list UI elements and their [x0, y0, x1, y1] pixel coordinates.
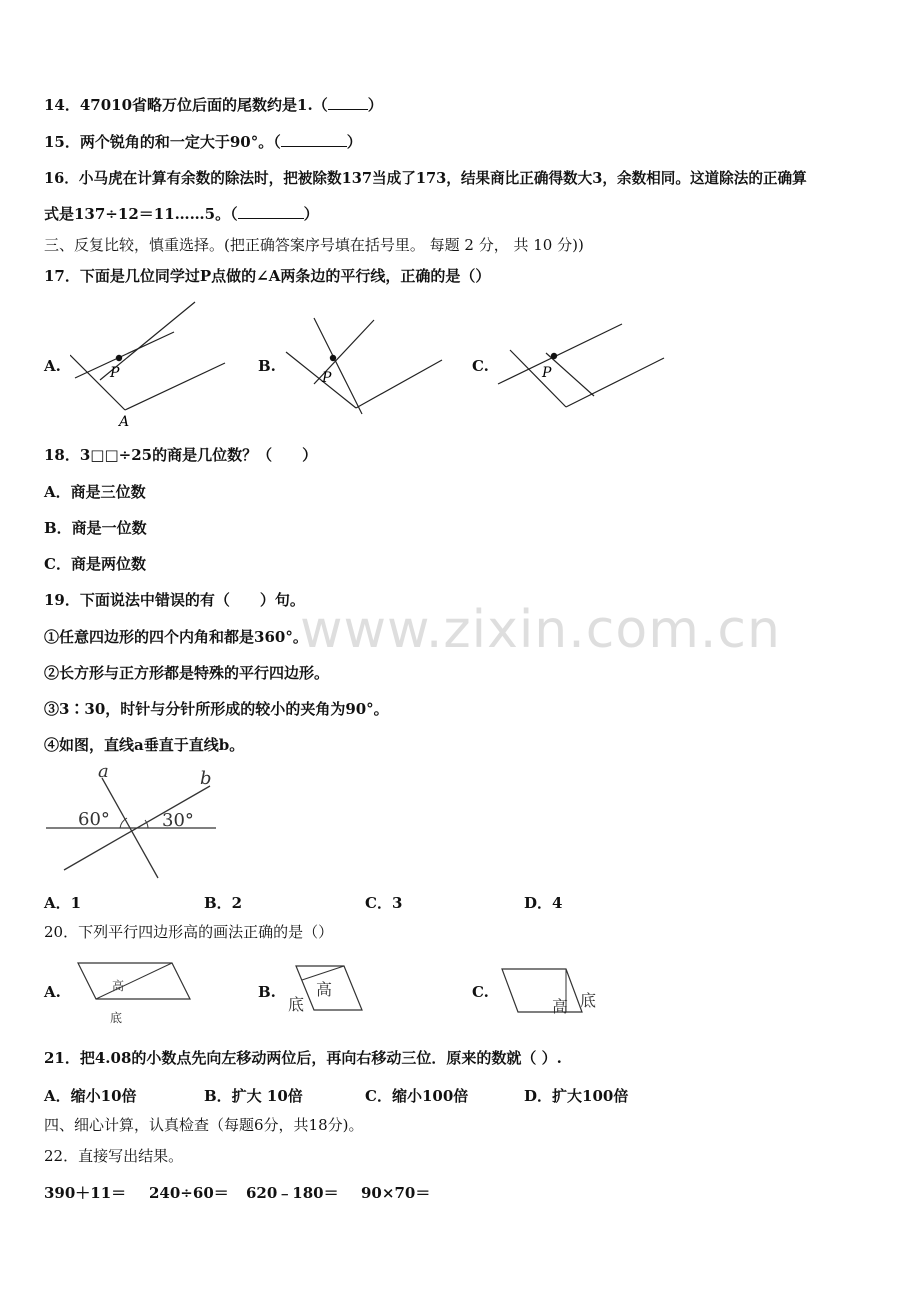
question-14 — [44, 95, 383, 115]
q21-options — [0, 1085, 920, 1105]
svg-text:b: b — [200, 768, 212, 789]
question-14-text: 14．47010省略万位后面的尾数约是1.（ — [44, 96, 328, 114]
q19-option-d: D．4 — [524, 894, 563, 912]
q17-option-b: B. — [258, 357, 276, 375]
q19-statement-4: ④如图，直线a垂直于直线b。 — [44, 736, 245, 754]
q20-option-b: B. — [258, 983, 276, 1001]
svg-text:a: a — [98, 762, 109, 782]
q22-item-3: 620﹣180＝ — [246, 1184, 339, 1202]
question-18: 18．3□□÷25的商是几位数？（ ） — [44, 446, 318, 464]
q18-option-b: B．商是一位数 — [44, 519, 147, 537]
question-15-close: ） — [346, 133, 362, 151]
q20-option-a: A. — [44, 983, 61, 1001]
question-16-line2 — [44, 204, 319, 224]
question-15 — [44, 132, 362, 152]
q19-option-b: B．2 — [204, 894, 243, 912]
svg-text:高: 高 — [316, 980, 333, 999]
svg-text:底: 底 — [580, 991, 597, 1010]
q21-option-c: C．缩小100倍 — [365, 1087, 469, 1105]
answer-blank — [238, 204, 304, 219]
q22-item-1: 390＋11＝ — [44, 1184, 127, 1202]
q20-figure-c — [498, 966, 602, 1016]
q22-items — [0, 1182, 920, 1202]
svg-text:A: A — [119, 414, 130, 430]
question-17: 17．下面是几位同学过P点做的∠A两条边的平行线，正确的是（） — [44, 267, 491, 285]
q19-statement-2: ②长方形与正方形都是特殊的平行四边形。 — [44, 664, 330, 682]
svg-text:P: P — [542, 365, 552, 381]
question-15-text: 15．两个锐角的和一定大于90°。（ — [44, 133, 281, 151]
question-14-close: ） — [367, 96, 383, 114]
q19-lines-figure — [44, 762, 224, 882]
q21-option-a: A．缩小10倍 — [44, 1087, 137, 1105]
svg-text:30°: 30° — [162, 810, 194, 831]
q19-statement-1: ①任意四边形的四个内角和都是360°。 — [44, 628, 308, 646]
question-21: 21．把4.08的小数点先向左移动两位后，再向右移动三位．原来的数就（ ）. — [44, 1049, 562, 1067]
q19-statement-3: ③3∶30，时针与分针所形成的较小的夹角为90°。 — [44, 700, 389, 718]
q19-option-a: A．1 — [44, 894, 82, 912]
q19-option-c: C．3 — [365, 894, 403, 912]
watermark: www.zixin.com.cn — [300, 600, 781, 660]
q17-option-c: C. — [472, 357, 489, 375]
svg-text:底: 底 — [110, 1011, 123, 1025]
answer-blank — [328, 95, 368, 110]
question-16-line1 — [44, 169, 807, 189]
q20-option-c: C. — [472, 983, 489, 1001]
q17-figure-b — [284, 316, 446, 416]
q22-item-4: 90×70＝ — [361, 1184, 431, 1202]
section-4-heading: 四、细心计算，认真检查（每题6分，共18分)。 — [44, 1116, 364, 1134]
answer-blank — [281, 132, 347, 147]
q17-option-a: A. — [44, 357, 61, 375]
question-22: 22．直接写出结果。 — [44, 1147, 184, 1165]
question-16-close: ） — [303, 205, 319, 223]
q21-option-d: D．扩大100倍 — [524, 1087, 629, 1105]
question-20: 20．下列平行四边形高的画法正确的是（） — [44, 923, 334, 941]
q19-options — [0, 892, 920, 912]
q21-option-b: B．扩大 10倍 — [204, 1087, 303, 1105]
question-16-text-2: 式是137÷12＝11……5。（ — [44, 205, 238, 223]
svg-text:底: 底 — [288, 995, 305, 1014]
question-16-text-1: 16．小马虎在计算有余数的除法时，把被除数137当成了173，结果商比正确得数大3，余数相同。这道除法的正确算 — [44, 170, 807, 187]
q17-figure-c — [496, 320, 668, 412]
section-3-heading: 三、反复比较，慎重选择。(把正确答案序号填在括号里。 每题 2 分， 共 10 分)) — [44, 236, 584, 254]
svg-text:高: 高 — [552, 997, 569, 1016]
q20-figure-b — [286, 962, 366, 1018]
q22-item-2: 240÷60＝ — [149, 1184, 229, 1202]
q20-figure-a — [72, 960, 196, 1026]
svg-text:60°: 60° — [78, 809, 110, 830]
q17-figure-a — [70, 300, 230, 430]
svg-text:P: P — [322, 370, 332, 386]
q18-option-c: C．商是两位数 — [44, 555, 146, 573]
question-19: 19．下面说法中错误的有（ ）句。 — [44, 591, 305, 609]
svg-text:P: P — [110, 365, 120, 381]
svg-text:高: 高 — [112, 979, 125, 993]
q18-option-a: A．商是三位数 — [44, 483, 146, 501]
